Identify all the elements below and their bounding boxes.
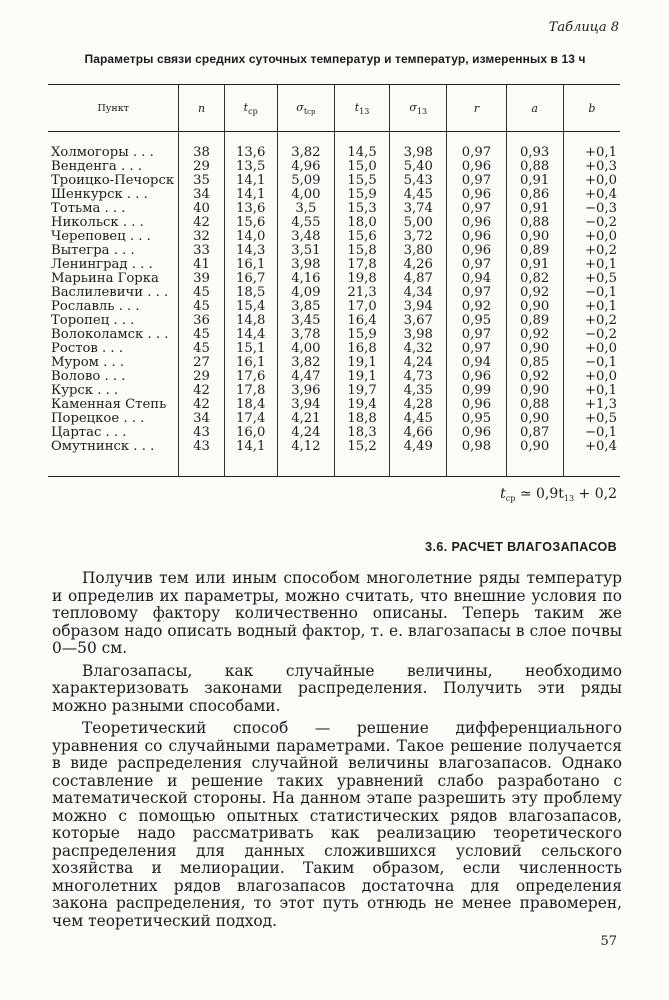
table-row: [48, 440, 620, 477]
col-header-t-cp-main: t: [243, 100, 249, 114]
cell-sigma-t-cp: 3,82: [277, 356, 334, 370]
table-header-row: [48, 85, 620, 132]
table-row: [48, 132, 620, 161]
cell-a: 0,87: [506, 426, 563, 440]
data-table: [48, 84, 620, 477]
col-header-sigma13-main: σ: [409, 100, 417, 114]
cell-a: 0,91: [506, 258, 563, 272]
cell-t-cp: 16,0: [224, 426, 277, 440]
table-row: [48, 342, 620, 356]
cell-r: 0,92: [447, 300, 506, 314]
cell-name: Цартас . . .: [51, 425, 127, 440]
cell-sigma-t-cp: 4,09: [277, 286, 334, 300]
cell-b: +0,5: [563, 412, 620, 426]
section-heading: 3.6. РАСЧЕТ ВЛАГОЗАПАСОВ: [425, 540, 617, 554]
cell-name: Каменная Степь: [51, 397, 167, 412]
cell-name: Порецкое . . .: [51, 411, 145, 426]
cell-b: +0,1: [563, 132, 620, 161]
cell-t-cp: 14,1: [224, 440, 277, 477]
cell-t13: 19,4: [334, 398, 389, 412]
cell-t13: 15,2: [334, 440, 389, 477]
cell-sigma13: 3,67: [390, 314, 447, 328]
table-row: [48, 216, 620, 230]
col-header-r: r: [447, 85, 506, 132]
cell-b: +0,3: [563, 160, 620, 174]
cell-t-cp: 16,1: [224, 258, 277, 272]
cell-b: −0,1: [563, 286, 620, 300]
cell-sigma-t-cp: 3,5: [277, 202, 334, 216]
cell-sigma13: 3,98: [390, 132, 447, 161]
cell-name: Волоколамск . . .: [51, 327, 169, 342]
cell-t13: 18,0: [334, 216, 389, 230]
cell-n: 45: [179, 300, 224, 314]
cell-r: 0,97: [447, 132, 506, 161]
cell-r: 0,96: [447, 426, 506, 440]
cell-sigma13: 3,74: [390, 202, 447, 216]
col-header-name: Пункт: [48, 85, 179, 132]
cell-t-cp: 15,1: [224, 342, 277, 356]
cell-b: +0,0: [563, 230, 620, 244]
formula-rhs-sub: 13: [563, 494, 575, 503]
table-row: [48, 286, 620, 300]
col-header-t-cp: [224, 85, 277, 132]
col-header-sigma13: [390, 85, 447, 132]
cell-sigma-t-cp: 3,82: [277, 132, 334, 161]
formula-rhs-tail: + 0,2: [574, 486, 617, 502]
cell-sigma-t-cp: 3,85: [277, 300, 334, 314]
cell-r: 0,95: [447, 314, 506, 328]
cell-a: 0,93: [506, 132, 563, 161]
cell-b: −0,2: [563, 328, 620, 342]
cell-b: −0,2: [563, 216, 620, 230]
cell-name: Тотьма . . .: [51, 201, 126, 216]
cell-t13: 15,9: [334, 328, 389, 342]
cell-sigma13: 4,28: [390, 398, 447, 412]
cell-n: 29: [179, 370, 224, 384]
cell-a: 0,92: [506, 370, 563, 384]
cell-r: 0,96: [447, 398, 506, 412]
cell-t-cp: 13,6: [224, 202, 277, 216]
table-row: [48, 356, 620, 370]
cell-n: 41: [179, 258, 224, 272]
cell-sigma-t-cp: 4,21: [277, 412, 334, 426]
cell-r: 0,97: [447, 342, 506, 356]
cell-a: 0,85: [506, 356, 563, 370]
col-header-sigma-main: σ: [296, 100, 304, 114]
table-row: [48, 258, 620, 272]
cell-name: Ростов . . .: [51, 341, 124, 356]
table-row: [48, 174, 620, 188]
cell-t13: 19,8: [334, 272, 389, 286]
cell-sigma13: 4,49: [390, 440, 447, 477]
cell-t-cp: 13,5: [224, 160, 277, 174]
cell-sigma13: 4,34: [390, 286, 447, 300]
cell-a: 0,90: [506, 300, 563, 314]
cell-sigma13: 4,45: [390, 412, 447, 426]
col-header-t-cp-sub: ср: [248, 106, 258, 116]
page-number: 57: [600, 934, 617, 949]
table-title: Параметры связи средних суточных температур и температур, измеренных в 13 ч: [84, 52, 586, 66]
cell-a: 0,92: [506, 328, 563, 342]
cell-a: 0,89: [506, 314, 563, 328]
cell-sigma-t-cp: 4,55: [277, 216, 334, 230]
cell-t13: 15,3: [334, 202, 389, 216]
cell-n: 42: [179, 384, 224, 398]
cell-b: +0,4: [563, 188, 620, 202]
cell-t-cp: 14,0: [224, 230, 277, 244]
col-header-t13-sub: 13: [359, 106, 370, 116]
cell-sigma13: 4,35: [390, 384, 447, 398]
cell-sigma13: 4,66: [390, 426, 447, 440]
cell-t-cp: 17,4: [224, 412, 277, 426]
cell-r: 0,95: [447, 412, 506, 426]
cell-sigma13: 4,73: [390, 370, 447, 384]
table-row: [48, 412, 620, 426]
table-row: [48, 314, 620, 328]
cell-t-cp: 16,7: [224, 272, 277, 286]
cell-n: 34: [179, 188, 224, 202]
col-header-sigma-sub1: t: [303, 106, 308, 116]
cell-b: +0,1: [563, 384, 620, 398]
col-header-sigma13-sub: 13: [416, 106, 428, 116]
cell-n: 40: [179, 202, 224, 216]
cell-t13: 16,8: [334, 342, 389, 356]
cell-t13: 17,8: [334, 258, 389, 272]
col-header-t13: [334, 85, 389, 132]
cell-r: 0,96: [447, 230, 506, 244]
cell-sigma13: 5,43: [390, 174, 447, 188]
cell-sigma13: 4,45: [390, 188, 447, 202]
cell-r: 0,96: [447, 188, 506, 202]
table-row: [48, 230, 620, 244]
cell-name: Шенкурск . . .: [51, 187, 148, 202]
paragraph: Получив тем или иным способом многолетние ряды температур и определив их параметры, можно считать, что внешние условия по тепловому фактору количественно описаны. Теперь таким же образом надо описать водный фактор, т. е. влагозапасы в слое почвы 0—50 см.: [52, 569, 622, 657]
table-row: [48, 370, 620, 384]
cell-t-cp: 14,1: [224, 188, 277, 202]
cell-sigma-t-cp: 4,00: [277, 342, 334, 356]
cell-t-cp: 17,6: [224, 370, 277, 384]
cell-r: 0,96: [447, 370, 506, 384]
cell-n: 33: [179, 244, 224, 258]
cell-a: 0,88: [506, 216, 563, 230]
cell-t13: 19,1: [334, 370, 389, 384]
cell-sigma-t-cp: 4,96: [277, 160, 334, 174]
cell-t13: 15,0: [334, 160, 389, 174]
cell-name: Омутнинск . . .: [48, 440, 179, 477]
table-row: [48, 202, 620, 216]
cell-sigma-t-cp: 3,78: [277, 328, 334, 342]
cell-b: −0,3: [563, 202, 620, 216]
cell-a: 0,90: [506, 440, 563, 477]
cell-name: Муром . . .: [51, 355, 125, 370]
cell-b: +0,0: [563, 342, 620, 356]
cell-b: +0,2: [563, 314, 620, 328]
cell-n: 36: [179, 314, 224, 328]
cell-n: 39: [179, 272, 224, 286]
cell-name: Троицко-Печорск: [51, 173, 175, 188]
cell-n: 34: [179, 412, 224, 426]
cell-a: 0,91: [506, 174, 563, 188]
cell-t-cp: 14,4: [224, 328, 277, 342]
cell-n: 43: [179, 440, 224, 477]
cell-t13: 19,7: [334, 384, 389, 398]
cell-sigma13: 5,00: [390, 216, 447, 230]
cell-r: 0,96: [447, 244, 506, 258]
cell-a: 0,90: [506, 230, 563, 244]
table-row: [48, 300, 620, 314]
cell-t-cp: 18,4: [224, 398, 277, 412]
table-label: Таблица 8: [548, 20, 619, 35]
table-row: [48, 384, 620, 398]
table-row: [48, 426, 620, 440]
cell-r: 0,94: [447, 356, 506, 370]
cell-t-cp: 15,6: [224, 216, 277, 230]
cell-name: Ленинград . . .: [51, 257, 153, 272]
cell-t13: 16,4: [334, 314, 389, 328]
cell-a: 0,90: [506, 384, 563, 398]
cell-b: +0,1: [563, 300, 620, 314]
col-header-n: n: [179, 85, 224, 132]
table-row: [48, 272, 620, 286]
table-row: [48, 328, 620, 342]
col-header-b: b: [563, 85, 620, 132]
cell-sigma13: 4,32: [390, 342, 447, 356]
cell-t13: 19,1: [334, 356, 389, 370]
cell-sigma-t-cp: 5,09: [277, 174, 334, 188]
cell-sigma-t-cp: 3,48: [277, 230, 334, 244]
cell-b: +0,1: [563, 258, 620, 272]
paragraph: Влагозапасы, как случайные величины, необходимо характеризовать законами распределения. Получить эти ряды можно разными способами.: [52, 661, 622, 715]
table-row: [48, 398, 620, 412]
cell-sigma13: 4,87: [390, 272, 447, 286]
cell-name: Венденга . . .: [51, 159, 142, 174]
cell-t13: 15,9: [334, 188, 389, 202]
cell-t13: 18,8: [334, 412, 389, 426]
cell-sigma-t-cp: 4,16: [277, 272, 334, 286]
table-body: [48, 132, 620, 477]
cell-t-cp: 14,8: [224, 314, 277, 328]
cell-b: +0,2: [563, 244, 620, 258]
cell-b: +0,4: [563, 440, 620, 477]
cell-name: Череповец . . .: [51, 229, 151, 244]
cell-b: +0,0: [563, 370, 620, 384]
cell-name: Марьина Горка: [51, 271, 159, 286]
cell-sigma-t-cp: 4,00: [277, 188, 334, 202]
cell-r: 0,97: [447, 174, 506, 188]
cell-t-cp: 15,4: [224, 300, 277, 314]
cell-a: 0,90: [506, 412, 563, 426]
body-text: [52, 570, 622, 935]
cell-name: Никольск . . .: [51, 215, 144, 230]
table-row: [48, 160, 620, 174]
cell-t13: 15,8: [334, 244, 389, 258]
cell-sigma13: 4,24: [390, 356, 447, 370]
cell-n: 38: [179, 132, 224, 161]
cell-t13: 15,6: [334, 230, 389, 244]
cell-sigma-t-cp: 3,96: [277, 384, 334, 398]
cell-b: −0,1: [563, 356, 620, 370]
cell-a: 0,82: [506, 272, 563, 286]
cell-a: 0,91: [506, 202, 563, 216]
cell-r: 0,97: [447, 258, 506, 272]
cell-name: Торопец . . .: [51, 313, 135, 328]
cell-sigma13: 5,40: [390, 160, 447, 174]
cell-sigma-t-cp: 4,24: [277, 426, 334, 440]
cell-r: 0,97: [447, 286, 506, 300]
cell-name: Курск . . .: [51, 383, 119, 398]
cell-t13: 14,5: [334, 132, 389, 161]
cell-sigma13: 3,98: [390, 328, 447, 342]
regression-formula: [500, 486, 617, 503]
cell-a: 0,90: [506, 342, 563, 356]
cell-sigma13: 4,26: [390, 258, 447, 272]
col-header-t13-main: t: [354, 100, 360, 114]
cell-r: 0,94: [447, 272, 506, 286]
cell-t-cp: 18,5: [224, 286, 277, 300]
table-row: [48, 244, 620, 258]
cell-r: 0,96: [447, 216, 506, 230]
formula-rhs: ≃ 0,9t: [515, 486, 564, 502]
cell-name: Васлилевичи . . .: [51, 285, 169, 300]
cell-n: 32: [179, 230, 224, 244]
cell-b: +0,0: [563, 174, 620, 188]
cell-sigma-t-cp: 3,45: [277, 314, 334, 328]
cell-name: Вытегра . . .: [51, 243, 135, 258]
cell-name: Холмогоры . . .: [51, 145, 154, 160]
cell-a: 0,86: [506, 188, 563, 202]
formula-var-sub: ср: [505, 494, 516, 503]
cell-n: 42: [179, 398, 224, 412]
col-header-sigma-sub2: ср: [307, 107, 316, 116]
cell-t-cp: 17,8: [224, 384, 277, 398]
col-header-a: a: [506, 85, 563, 132]
cell-r: 0,97: [447, 202, 506, 216]
cell-b: +0,5: [563, 272, 620, 286]
cell-t-cp: 16,1: [224, 356, 277, 370]
cell-n: 43: [179, 426, 224, 440]
cell-r: 0,96: [447, 160, 506, 174]
cell-a: 0,89: [506, 244, 563, 258]
cell-r: 0,98: [447, 440, 506, 477]
cell-t13: 17,0: [334, 300, 389, 314]
cell-t13: 18,3: [334, 426, 389, 440]
cell-r: 0,97: [447, 328, 506, 342]
cell-sigma-t-cp: 3,51: [277, 244, 334, 258]
formula-var: t: [500, 486, 506, 502]
cell-sigma-t-cp: 3,94: [277, 398, 334, 412]
cell-a: 0,92: [506, 286, 563, 300]
cell-sigma-t-cp: 4,47: [277, 370, 334, 384]
col-header-sigma-t-cp: [277, 85, 334, 132]
cell-n: 27: [179, 356, 224, 370]
table-row: [48, 188, 620, 202]
cell-t13: 15,5: [334, 174, 389, 188]
cell-b: +1,3: [563, 398, 620, 412]
cell-t-cp: 13,6: [224, 132, 277, 161]
cell-n: 45: [179, 328, 224, 342]
cell-sigma-t-cp: 3,98: [277, 258, 334, 272]
cell-n: 29: [179, 160, 224, 174]
cell-name: Рославль . . .: [51, 299, 140, 314]
cell-t13: 21,3: [334, 286, 389, 300]
cell-n: 35: [179, 174, 224, 188]
cell-a: 0,88: [506, 160, 563, 174]
cell-sigma-t-cp: 4,12: [277, 440, 334, 477]
cell-b: −0,1: [563, 426, 620, 440]
cell-sigma13: 3,94: [390, 300, 447, 314]
cell-name: Волово . . .: [51, 369, 126, 384]
cell-t-cp: 14,1: [224, 174, 277, 188]
cell-sigma13: 3,72: [390, 230, 447, 244]
cell-r: 0,99: [447, 384, 506, 398]
paragraph: Теоретический способ — решение дифференциального уравнения со случайными параметрами. Такое решение получается в виде распределения случайной величины влагозапасов. Однако составление и решение таких уравнений слабо разработано с математической стороны. На данном этапе разрешить эту проблему можно с помощью опытных статистических рядов влагозапасов, которые надо рассматривать как реализацию теоретического распределения для данных сложившихся условий сельского хозяйства и мелиорации. Таким образом, если численность многолетних рядов влагозапасов достаточна для определения закона распределения, то этот путь отнюдь не менее правомерен, чем теоретический подход.: [52, 719, 622, 930]
cell-a: 0,88: [506, 398, 563, 412]
cell-n: 45: [179, 286, 224, 300]
cell-n: 42: [179, 216, 224, 230]
cell-n: 45: [179, 342, 224, 356]
cell-t-cp: 14,3: [224, 244, 277, 258]
cell-sigma13: 3,80: [390, 244, 447, 258]
